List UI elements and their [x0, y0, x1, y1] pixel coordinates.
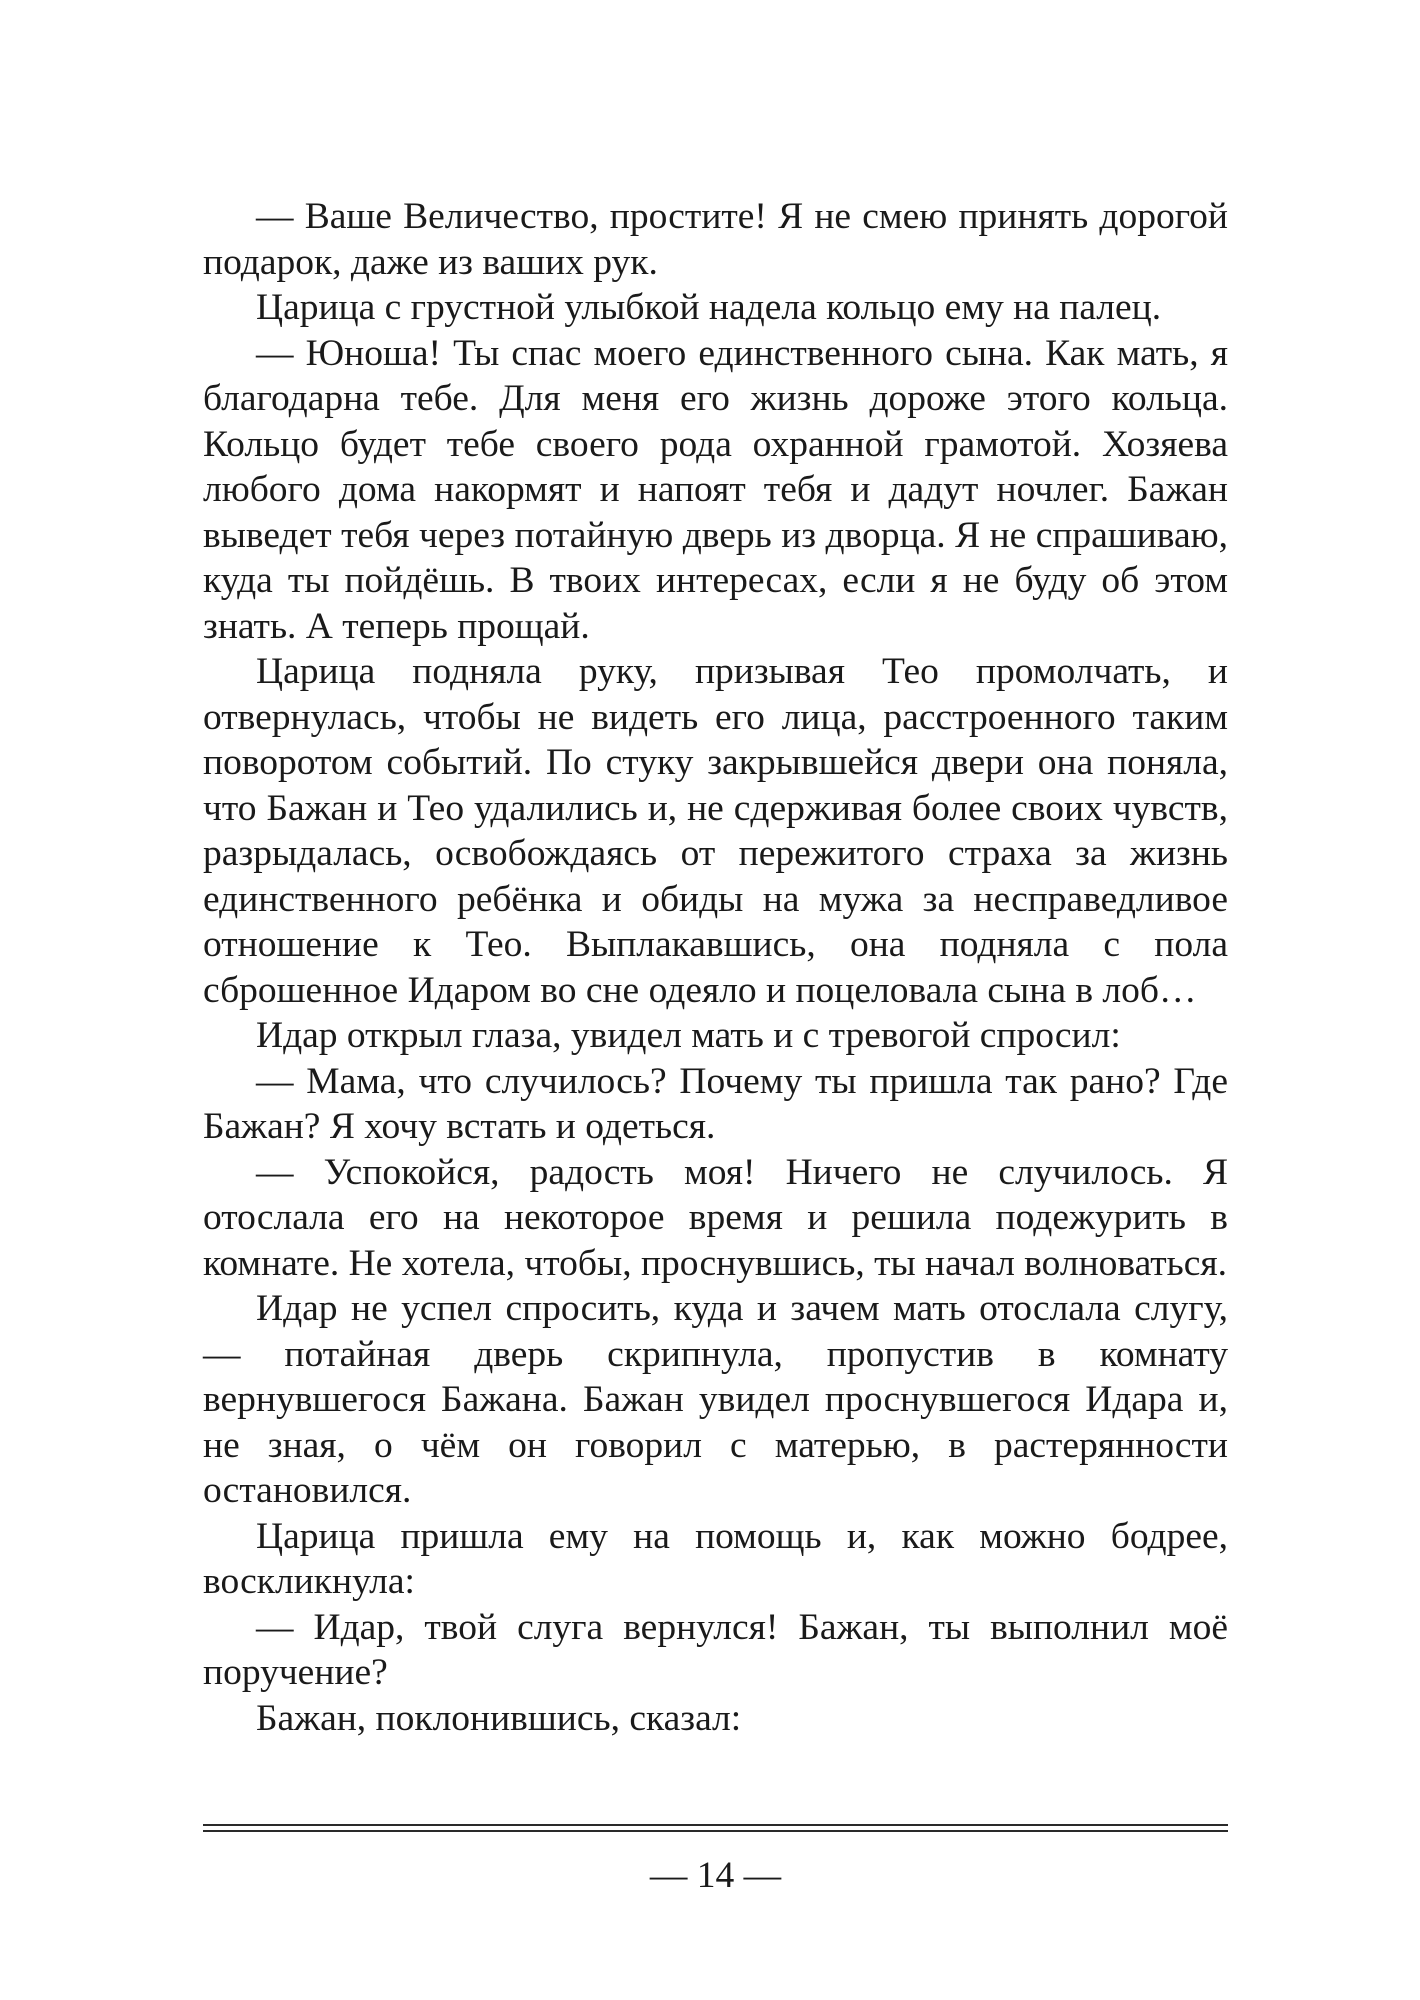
paragraph: — Успокойся, радость моя! Ничего не случилось. Я отослала его на некоторое время и решила подежурить в комнате. Не хотела, чтобы, проснувшись, ты начал волноваться. — [203, 1151, 1228, 1284]
paragraph: Царица с грустной улыбкой надела кольцо ему на палец. — [256, 287, 1162, 328]
paragraph: Бажан, поклонившись, сказал: — [256, 1697, 742, 1739]
page-number: — 14 — — [649, 1855, 782, 1896]
paragraph: — Мама, что случилось? Почему ты пришла так рано? Где Бажан? Я хочу встать и одеться. — [203, 1060, 1228, 1147]
paragraph: Идар открыл глаза, увидел мать и с тревогой спросил: — [256, 1015, 1121, 1056]
paragraph: — Юноша! Ты спас моего единственного сына. Как мать, я благодарна тебе. Для меня его жизнь дороже этого кольца. Кольцо будет тебе своего рода охранной грамотой. Хозяева любого дома накормят и напоят тебя и дадут ночлег. Бажан выведет тебя через потайную дверь из дворца. Я не спрашиваю, куда ты пойдёшь. В твоих интересах, если я не буду об этом знать. А теперь прощай. — [203, 332, 1228, 647]
footer-rule-top — [203, 1824, 1228, 1826]
paragraph: Идар не успел спросить, куда и зачем мать отослала слугу, — потайная дверь скрипнула, пропустив в комнату вернувшегося Бажана. Бажан увидел проснувшегося Идара и, не зная, о чём он говорил с матерью, в растерянности остановился. — [203, 1288, 1228, 1511]
paragraph: Царица пришла ему на помощь и, как можно бодрее, воскликнула: — [203, 1515, 1228, 1602]
body-text — [203, 194, 1228, 1741]
paragraph: — Идар, твой слуга вернулся! Бажан, ты выполнил моё поручение? — [203, 1606, 1228, 1693]
paragraph: — Ваше Величество, простите! Я не смею принять дорогой подарок, даже из ваших рук. — [203, 196, 1228, 283]
footer-rule-bottom — [203, 1830, 1228, 1832]
paragraph: Царица подняла руку, призывая Тео промолчать, и отвернулась, чтобы не видеть его лица, расстроенного таким поворотом событий. По стуку закрывшейся двери она поняла, что Бажан и Тео удалились и, не сдерживая более своих чувств, разрыдалась, освобождаясь от пережитого страха за жизнь единственного ребёнка и обиды на мужа за несправедливое отношение к Тео. Выплакавшись, она подняла с пола сброшенное Идаром во сне одеяло и поцеловала сына в лоб… — [203, 651, 1228, 1011]
